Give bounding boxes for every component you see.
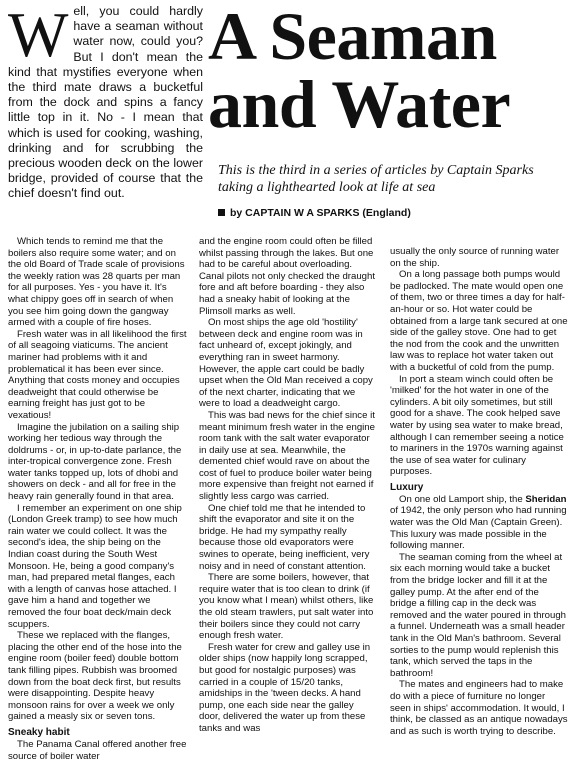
lead-paragraph [8, 0, 203, 202]
byline-square-icon [218, 209, 225, 216]
byline-text: by CAPTAIN W A SPARKS (England) [230, 207, 411, 219]
column-2 [199, 236, 377, 735]
byline [218, 207, 411, 219]
luxury-intro: On one old Lamport ship, the [399, 493, 526, 505]
subheading-luxury: Luxury [390, 481, 424, 493]
paragraph: Fresh water for crew and galley use in older ships (now happily long scrapped, but good for nostalgic purposes) was carried in a couple of 15/20 tanks, amidships in the 'tween decks. A hand pump, one each side near the galley door, delivered the water up from these tanks and was [199, 641, 371, 734]
lead-text: ell, you could hardly have a seaman without water now, could you? But I don't mean the kind that mystifies everyone when the third mate draws a bucketful from the dock and spins a fancy little top in it. No - I mean that which is used for cooking, washing, drinking and for scrubbing the precious wooden deck on the lower bridge, provided of course that the chief doesn't find out. [8, 4, 203, 201]
drop-cap: W [8, 0, 69, 70]
paragraph: On a long passage both pumps would be padlocked. The mate would open one of them, two or three times a day for half-an-hour or so. Hot water could be obtained from a large tank secured at one side of the galley stove. One had to get the nod from the cook and the unwritten law was to replace hot water taken out with a bucketful of cold from the pump. [390, 269, 568, 373]
paragraph: One chief told me that he intended to shift the evaporator and site it on the bridge. He had my sympathy really because those old evaporators were swines to operate, being inefficient, very noisy and in need of constant attention. [199, 502, 370, 572]
ship-name: Sheridan [525, 493, 567, 505]
paragraph: I remember an experiment on one ship (London Greek tramp) to see how much rain water we could collect. It was the second's idea, the ship being on the Indian coast during the South West Monsoon. He, being a good company's man, had prepared metal flanges, each with a length of canvas hose attached. I gave him a hand and together we removed the four boat deck/main deck scuppers. [8, 502, 182, 630]
paragraph: These we replaced with the flanges, placing the other end of the hose into the engine room (boiler feed) double bottom tank filling pipes. Rubbish was broomed down from the boat deck first, but results were disappointing. Despite heavy monsoon rains for over a week we only gained a measly six or seven tons. [8, 630, 182, 723]
standfirst: This is the third in a series of articles by Captain Sparks taking a lighthearted look at life at sea [218, 163, 534, 195]
headline: A Seaman and Water [208, 0, 511, 142]
paragraph: Fresh water was in all likelihood the first of all seagoing viaticums. The ancient mariner had problems with it and problematical it has been ever since. Anything that costs money and occupies deadweight that could otherwise be earning freight has just got to be vexatious! [8, 328, 187, 421]
paragraph: On most ships the age old 'hostility' between deck and engine room was in fact unheard of, except jokingly, and everything ran in sweet harmony. However, the apple cart could be badly upset when the Old Man received a copy of the next charter, indicating that we were to load a deadweight cargo. [199, 317, 373, 410]
paragraph: This was bad news for the chief since it meant minimum fresh water in the engine room tank with the salt water evaporator in daily use at sea. Meanwhile, the demented chief would rave on about the cost of fuel to produce boiler water being more expensive than freight not earned if slightly less cargo was carried. [199, 409, 375, 503]
paragraph: Which tends to remind me that the boilers also require some water; and on the old Board of Trade scale of provisions the weekly ration was 28 quarts per man for all purposes. Yes - you have it. It's what chippy goes off in search of when you see him going down the gangway armed with a couple of fire hoses. [8, 236, 185, 329]
paragraph: and the engine room could often be filled whilst passing through the lakes. But one had to be careful about overloading. Canal pilots not only checked the draught fore and aft before boarding - they also had a sneaky habit of looking at the Plimsoll marks as well. [199, 236, 375, 317]
column-3 [390, 246, 568, 737]
luxury-rest: of 1942, the only person who had running water was the Old Man (Captain Green). This luxury was made possible in the following manner. [390, 505, 567, 552]
paragraph: There are some boilers, however, that require water that is too clean to drink (if you know what I mean) whilst others, like the old steam trawlers, put salt water into their boilers since they could not carry enough fresh water. [199, 572, 374, 642]
paragraph: Imagine the jubilation on a sailing ship working her tedious way through the doldrums - or, in up-to-date parlance, the inter-tropical convergence zone. Fresh water tanks topped up, lots of dhobi and showers on deck - and all for free in the heavy rain generally found in that area. [8, 421, 182, 503]
paragraph: usually the only source of running water on the ship. [390, 246, 560, 269]
paragraph: The Panama Canal offered another free source of boiler water [8, 738, 187, 762]
column-1 [8, 236, 188, 762]
paragraph: The mates and engineers had to make do with a piece of furniture no longer seen in ships' accommodation. It would, I think, be classed as an antique nowadays and as such is worth trying to describe. [390, 679, 568, 737]
paragraph: In port a steam winch could often be 'milked' for the hot water in one of the cylinders. A bit oily sometimes, but still good for a shave. The cook helped save water by using sea water to make bread, although I can remember seeing a notice to mariners in the 1970s warning against the use of sea water for culinary purposes. [390, 373, 564, 478]
paragraph: The seaman coming from the wheel at six each morning would take a bucket from the bridge locker and fill it at the galley pump. At the after end of the bridge a filling cap in the deck was removed and the water poured in through a funnel. Underneath was a small header tank in the Old Man's bathroom. Several sorties to the pump would replenish this tank, which served the taps in the bathroom! [390, 551, 566, 679]
subheading-sneaky-habit: Sneaky habit [8, 726, 70, 738]
paragraph [390, 494, 568, 552]
